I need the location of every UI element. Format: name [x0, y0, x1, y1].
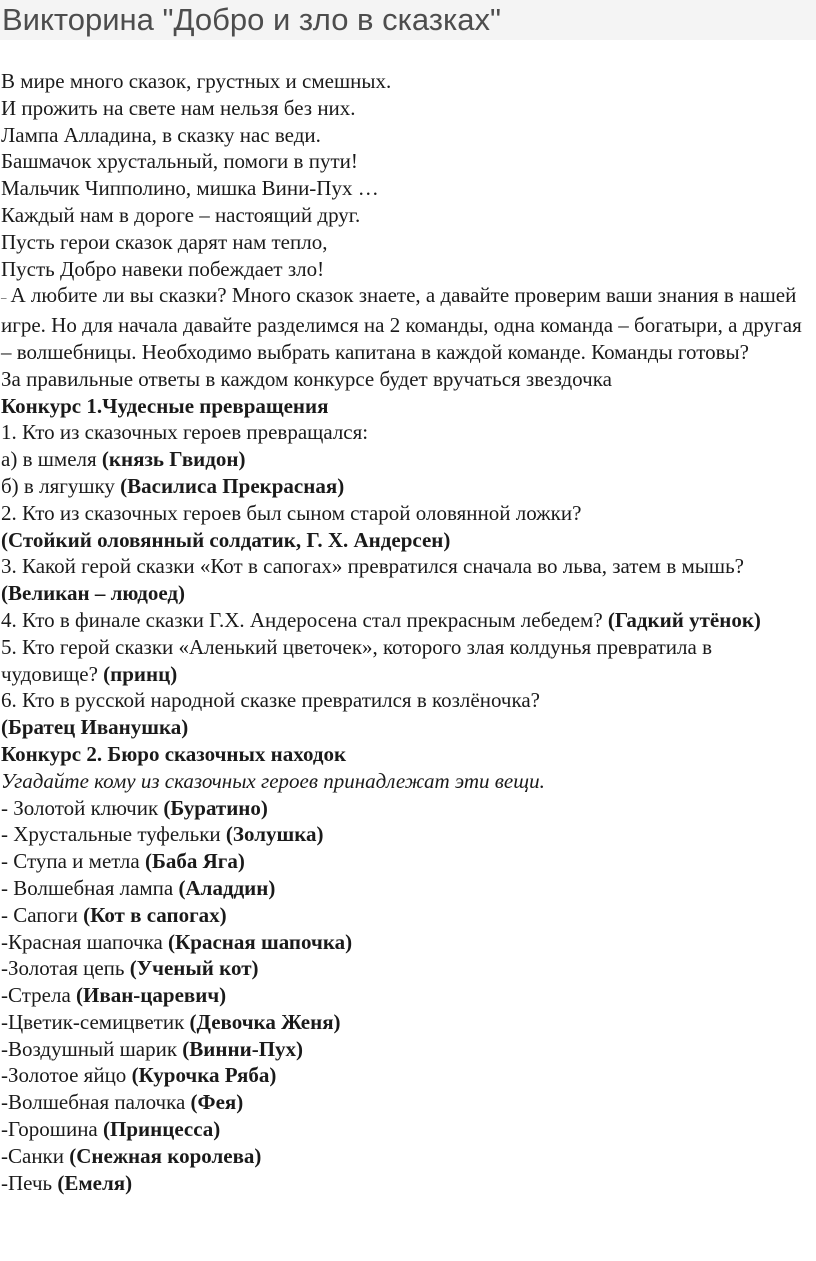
poem-line: Лампа Алладина, в сказку нас веди.: [1, 122, 321, 147]
question-1: 1. Кто из сказочных героев превращался:: [1, 420, 369, 445]
question-1a: [1, 446, 813, 473]
question-text: а) в шмеля: [1, 447, 102, 472]
question-3: [1, 553, 813, 607]
answer-6: (Братец Иванушка): [1, 715, 189, 740]
item-owner: (Фея): [190, 1090, 244, 1115]
contest-2-heading: Конкурс 2. Бюро сказочных находок: [1, 741, 347, 766]
intro-text: А любите ли вы сказки? Много сказок знаете, а давайте проверим ваши знания в нашей игре. Но для начала давайте разделимся на 2 команды, одна команда – богатыри, а другая – волшебницы. Необходимо выбрать капитана в каждой команде. Команды готовы?: [1, 283, 802, 364]
item-owner: (Аладдин): [178, 875, 276, 900]
item-owner: (Емеля): [57, 1170, 133, 1195]
title-bar: [0, 0, 816, 40]
poem-line: В мире много сказок, грустных и смешных.: [1, 69, 392, 93]
list-item: [1, 875, 813, 902]
poem-line: Башмачок хрустальный, помоги в пути!: [1, 149, 358, 174]
item-owner: (Девочка Женя): [189, 1009, 341, 1034]
list-item: [1, 1062, 813, 1089]
answer-2: (Стойкий оловянный солдатик, Г. Х. Андерсен): [1, 527, 451, 552]
question-1b: [1, 473, 813, 500]
answer: (Гадкий утёнок): [607, 607, 761, 632]
list-item: [1, 1036, 813, 1063]
item-owner: (Золушка): [225, 822, 324, 847]
question-text: б) в лягушку: [1, 473, 121, 498]
question-4: [1, 607, 813, 634]
contest-2: [1, 741, 813, 1197]
answer: (Великан – людоед): [1, 581, 185, 606]
question-2: 2. Кто из сказочных героев был сыном старой оловянной ложки?: [1, 500, 582, 525]
question-text: 4. Кто в финале сказки Г.Х. Андеросена стал прекрасным лебедем?: [1, 607, 608, 632]
list-item: [1, 795, 813, 822]
question-text: 5. Кто герой сказки «Аленький цветочек», которого злая колдунья превратила в чудовище?: [1, 634, 713, 686]
question-6: 6. Кто в русской народной сказке превратился в козлёночка?: [1, 688, 541, 713]
item-name: -Горошина: [1, 1117, 104, 1142]
item-name: -Золотая цепь: [1, 956, 130, 981]
item-name: -Санки: [1, 1143, 70, 1168]
reward-line: За правильные ответы в каждом конкурсе будет вручаться звездочка: [1, 366, 612, 391]
item-name: - Волшебная лампа: [1, 875, 179, 900]
answer: (Василиса Прекрасная): [120, 473, 345, 498]
item-name: -Печь: [1, 1170, 58, 1195]
question-5: [1, 634, 813, 688]
question-text: 3. Какой герой сказки «Кот в сапогах» превратился сначала во льва, затем в мышь?: [1, 554, 744, 579]
list-item: [1, 1116, 813, 1143]
intro-paragraph: [1, 282, 813, 365]
contest-1: [1, 393, 813, 741]
item-name: -Красная шапочка: [1, 929, 169, 954]
item-name: - Ступа и метла: [1, 849, 145, 874]
list-item: [1, 982, 813, 1009]
poem-line: Каждый нам в дороге – настоящий друг.: [1, 202, 361, 227]
answer: (князь Гвидон): [101, 447, 246, 472]
intro-dash: –: [1, 292, 7, 305]
contest-2-instruction: Угадайте кому из сказочных героев принадлежат эти вещи.: [1, 768, 545, 793]
poem: [1, 68, 813, 282]
poem-line: Пусть Добро навеки побеждает зло!: [1, 256, 325, 281]
document-body: [1, 68, 813, 1196]
answer: (принц): [103, 661, 178, 686]
poem-line: И прожить на свете нам нельзя без них.: [1, 95, 356, 120]
item-name: - Хрустальные туфельки: [1, 822, 226, 847]
item-owner: (Буратино): [163, 795, 268, 820]
item-owner: (Ученый кот): [129, 956, 259, 981]
item-owner: (Снежная королева): [69, 1143, 262, 1168]
item-name: - Сапоги: [1, 902, 84, 927]
item-name: -Стрела: [1, 983, 77, 1008]
item-owner: (Курочка Ряба): [131, 1063, 277, 1088]
item-owner: (Принцесса): [103, 1117, 221, 1142]
list-item: [1, 1170, 813, 1197]
list-item: [1, 1009, 813, 1036]
list-item: [1, 1143, 813, 1170]
poem-line: Пусть герои сказок дарят нам тепло,: [1, 229, 328, 254]
item-owner: (Красная шапочка): [168, 929, 353, 954]
list-item: [1, 848, 813, 875]
item-owner: (Винни-Пух): [182, 1036, 304, 1061]
item-name: -Золотое яйцо: [1, 1063, 132, 1088]
list-item: [1, 929, 813, 956]
item-owner: (Иван-царевич): [76, 983, 227, 1008]
item-name: -Цветик-семицветик: [1, 1009, 190, 1034]
item-name: -Воздушный шарик: [1, 1036, 183, 1061]
list-item: [1, 1089, 813, 1116]
list-item: [1, 821, 813, 848]
item-name: -Волшебная палочка: [1, 1090, 191, 1115]
page-title: Викторина "Добро и зло в сказках": [2, 2, 501, 37]
item-name: - Золотой ключик: [1, 795, 164, 820]
item-owner: (Баба Яга): [145, 849, 245, 874]
item-owner: (Кот в сапогах): [83, 902, 227, 927]
list-item: [1, 902, 813, 929]
list-item: [1, 955, 813, 982]
poem-line: Мальчик Чипполино, мишка Вини-Пух …: [1, 176, 379, 201]
contest-1-heading: Конкурс 1.Чудесные превращения: [1, 393, 329, 418]
